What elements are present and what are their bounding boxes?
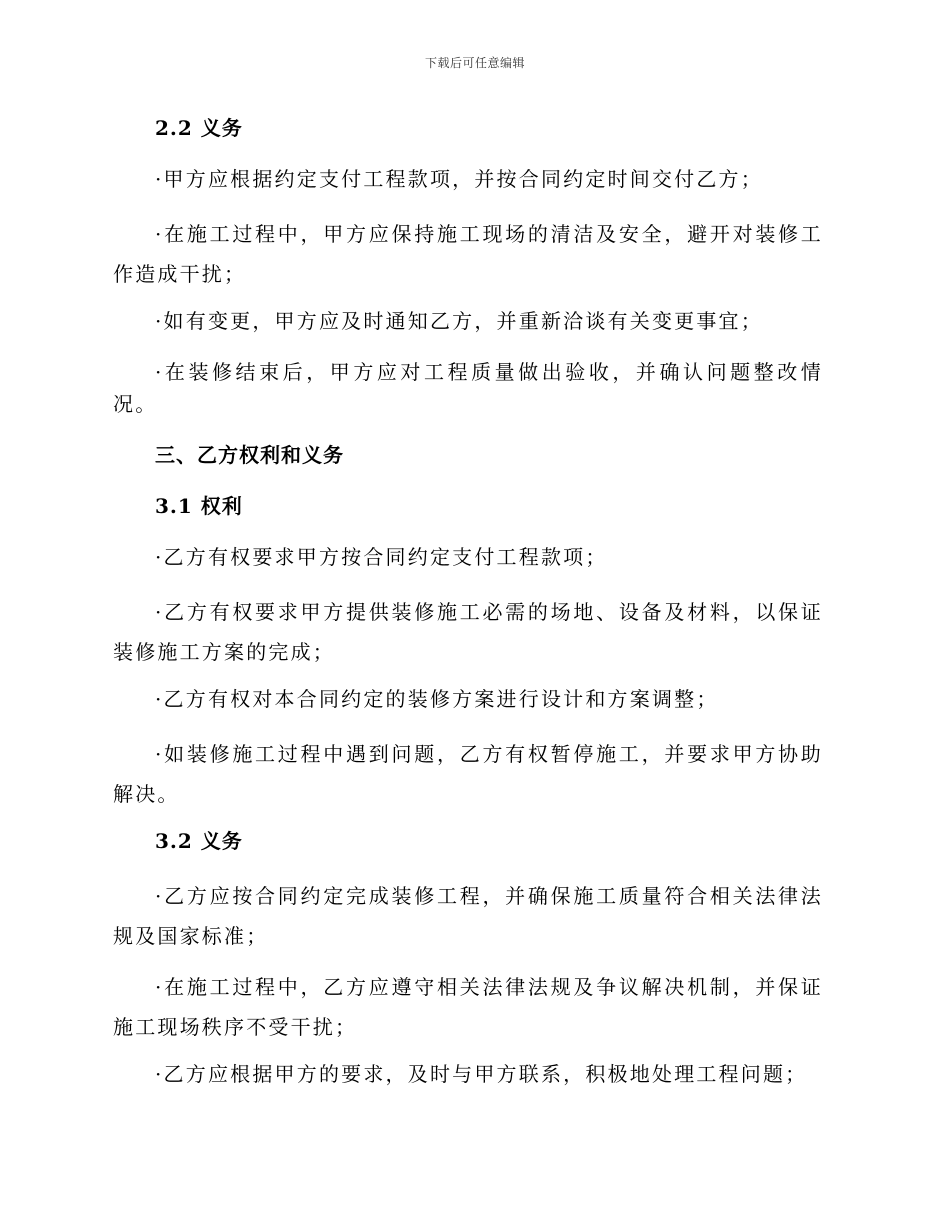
paragraph: ·乙方应按合同约定完成装修工程，并确保施工质量符合相关法律法规及国家标准； bbox=[113, 884, 823, 948]
paragraph: ·乙方有权要求甲方提供装修施工必需的场地、设备及材料，以保证装修施工方案的完成； bbox=[113, 600, 823, 664]
paragraph: ·乙方有权要求甲方按合同约定支付工程款项； bbox=[155, 545, 608, 569]
paragraph: ·在施工过程中，甲方应保持施工现场的清洁及安全，避开对装修工作造成干扰； bbox=[113, 222, 823, 286]
paragraph: ·如有变更，甲方应及时通知乙方，并重新洽谈有关变更事宜； bbox=[155, 309, 763, 333]
paragraph: ·甲方应根据约定支付工程款项，并按合同约定时间交付乙方； bbox=[155, 167, 763, 191]
paragraph: ·如装修施工过程中遇到问题，乙方有权暂停施工，并要求甲方协助解决。 bbox=[113, 742, 823, 806]
section-heading-2-2: 2.2 义务 bbox=[155, 116, 243, 140]
section-heading-3-1: 3.1 权利 bbox=[155, 494, 243, 518]
paragraph: ·乙方应根据甲方的要求，及时与甲方联系，积极地处理工程问题； bbox=[155, 1062, 808, 1086]
section-heading-3: 三、乙方权利和义务 bbox=[155, 443, 344, 467]
page-header: 下载后可任意编辑 bbox=[424, 56, 525, 70]
section-heading-3-2: 3.2 义务 bbox=[155, 829, 243, 853]
document-body bbox=[113, 112, 823, 1109]
paragraph: ·在施工过程中，乙方应遵守相关法律法规及争议解决机制，并保证施工现场秩序不受干扰； bbox=[113, 975, 823, 1039]
paragraph: ·乙方有权对本合同约定的装修方案进行设计和方案调整； bbox=[155, 687, 719, 711]
paragraph: ·在装修结束后，甲方应对工程质量做出验收，并确认问题整改情况。 bbox=[113, 360, 823, 416]
